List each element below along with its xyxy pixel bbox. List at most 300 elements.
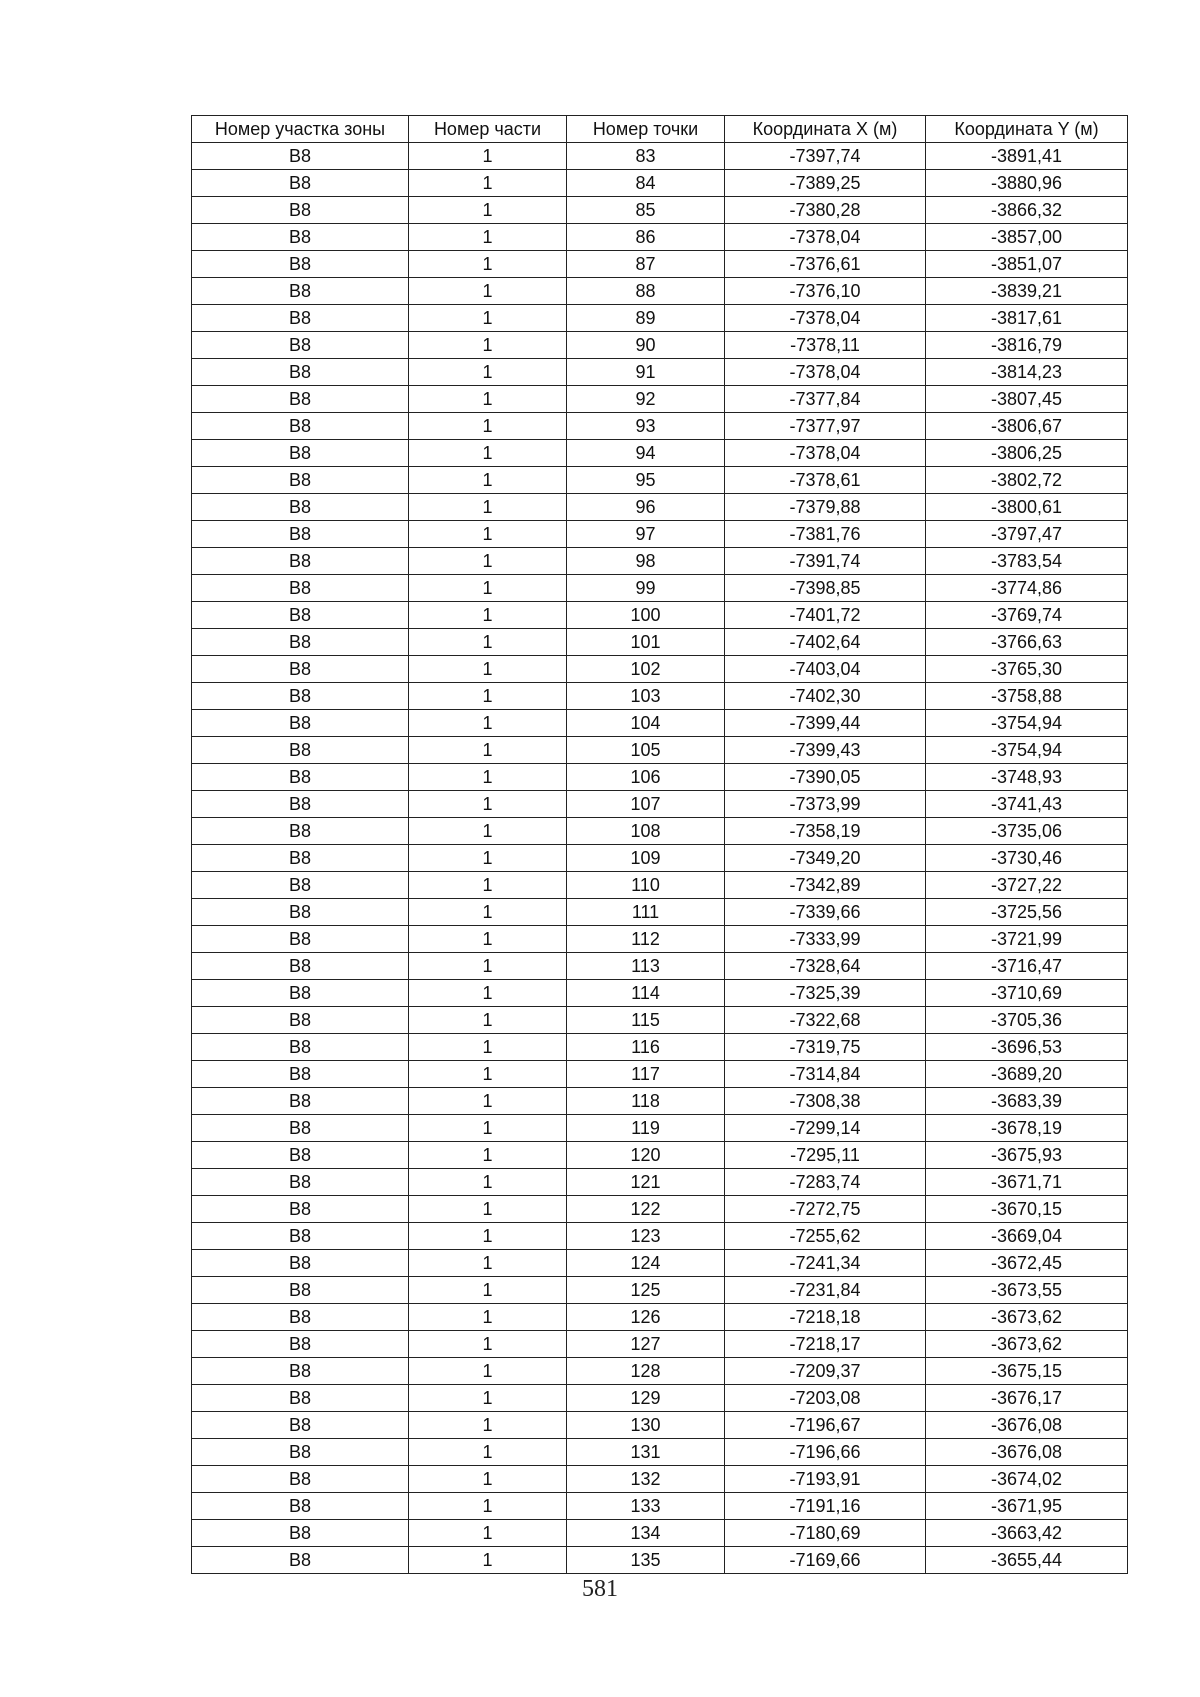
cell-coordinate-x: -7378,04 <box>725 224 926 251</box>
cell-coordinate-y: -3710,69 <box>926 980 1128 1007</box>
cell-coordinate-y: -3857,00 <box>926 224 1128 251</box>
table-row <box>192 1250 1128 1277</box>
cell-part-number: 1 <box>409 332 567 359</box>
table-row <box>192 926 1128 953</box>
table-row <box>192 1088 1128 1115</box>
cell-coordinate-x: -7381,76 <box>725 521 926 548</box>
cell-coordinate-x: -7322,68 <box>725 1007 926 1034</box>
cell-part-number: 1 <box>409 1061 567 1088</box>
cell-point-number: 101 <box>567 629 725 656</box>
cell-zone-section: В8 <box>192 521 409 548</box>
cell-part-number: 1 <box>409 953 567 980</box>
cell-zone-section: В8 <box>192 818 409 845</box>
table-row <box>192 251 1128 278</box>
coordinates-table <box>191 115 1128 1574</box>
cell-zone-section: В8 <box>192 1304 409 1331</box>
page-number: 581 <box>582 1576 618 1602</box>
cell-part-number: 1 <box>409 1142 567 1169</box>
cell-coordinate-x: -7193,91 <box>725 1466 926 1493</box>
cell-coordinate-y: -3730,46 <box>926 845 1128 872</box>
cell-part-number: 1 <box>409 1385 567 1412</box>
cell-point-number: 133 <box>567 1493 725 1520</box>
cell-zone-section: В8 <box>192 1115 409 1142</box>
cell-coordinate-y: -3675,15 <box>926 1358 1128 1385</box>
cell-point-number: 124 <box>567 1250 725 1277</box>
cell-part-number: 1 <box>409 197 567 224</box>
cell-coordinate-y: -3766,63 <box>926 629 1128 656</box>
cell-part-number: 1 <box>409 1520 567 1547</box>
cell-zone-section: В8 <box>192 737 409 764</box>
cell-coordinate-x: -7255,62 <box>725 1223 926 1250</box>
cell-zone-section: В8 <box>192 1439 409 1466</box>
cell-zone-section: В8 <box>192 548 409 575</box>
cell-point-number: 113 <box>567 953 725 980</box>
cell-part-number: 1 <box>409 278 567 305</box>
cell-part-number: 1 <box>409 1439 567 1466</box>
cell-part-number: 1 <box>409 899 567 926</box>
table-row <box>192 359 1128 386</box>
cell-part-number: 1 <box>409 170 567 197</box>
cell-coordinate-x: -7169,66 <box>725 1547 926 1574</box>
cell-zone-section: В8 <box>192 1466 409 1493</box>
cell-coordinate-x: -7191,16 <box>725 1493 926 1520</box>
table-row <box>192 710 1128 737</box>
cell-point-number: 97 <box>567 521 725 548</box>
cell-coordinate-y: -3735,06 <box>926 818 1128 845</box>
cell-zone-section: В8 <box>192 1196 409 1223</box>
cell-zone-section: В8 <box>192 1061 409 1088</box>
cell-point-number: 105 <box>567 737 725 764</box>
cell-part-number: 1 <box>409 980 567 1007</box>
cell-coordinate-y: -3676,08 <box>926 1439 1128 1466</box>
cell-part-number: 1 <box>409 1034 567 1061</box>
cell-zone-section: В8 <box>192 575 409 602</box>
cell-point-number: 100 <box>567 602 725 629</box>
cell-coordinate-y: -3689,20 <box>926 1061 1128 1088</box>
cell-point-number: 107 <box>567 791 725 818</box>
cell-zone-section: В8 <box>192 1520 409 1547</box>
cell-coordinate-y: -3705,36 <box>926 1007 1128 1034</box>
table-row <box>192 521 1128 548</box>
header-point-number: Номер точки <box>567 116 725 143</box>
cell-point-number: 103 <box>567 683 725 710</box>
cell-coordinate-y: -3774,86 <box>926 575 1128 602</box>
table-row <box>192 467 1128 494</box>
cell-part-number: 1 <box>409 926 567 953</box>
cell-point-number: 132 <box>567 1466 725 1493</box>
header-coordinate-y: Координата Y (м) <box>926 116 1128 143</box>
cell-point-number: 128 <box>567 1358 725 1385</box>
table-row <box>192 1331 1128 1358</box>
cell-point-number: 95 <box>567 467 725 494</box>
cell-coordinate-x: -7397,74 <box>725 143 926 170</box>
cell-coordinate-y: -3802,72 <box>926 467 1128 494</box>
cell-zone-section: В8 <box>192 1007 409 1034</box>
cell-part-number: 1 <box>409 1358 567 1385</box>
cell-point-number: 121 <box>567 1169 725 1196</box>
cell-part-number: 1 <box>409 521 567 548</box>
table-row <box>192 1439 1128 1466</box>
cell-zone-section: В8 <box>192 1169 409 1196</box>
header-row <box>192 116 1128 143</box>
cell-coordinate-y: -3725,56 <box>926 899 1128 926</box>
cell-coordinate-x: -7391,74 <box>725 548 926 575</box>
cell-coordinate-y: -3754,94 <box>926 737 1128 764</box>
cell-point-number: 99 <box>567 575 725 602</box>
cell-coordinate-y: -3673,55 <box>926 1277 1128 1304</box>
cell-point-number: 125 <box>567 1277 725 1304</box>
cell-coordinate-x: -7380,28 <box>725 197 926 224</box>
cell-coordinate-x: -7376,61 <box>725 251 926 278</box>
cell-coordinate-x: -7295,11 <box>725 1142 926 1169</box>
cell-part-number: 1 <box>409 305 567 332</box>
table-row <box>192 1142 1128 1169</box>
cell-point-number: 120 <box>567 1142 725 1169</box>
cell-zone-section: В8 <box>192 251 409 278</box>
header-coordinate-x: Координата X (м) <box>725 116 926 143</box>
cell-point-number: 109 <box>567 845 725 872</box>
cell-part-number: 1 <box>409 1304 567 1331</box>
table-row <box>192 899 1128 926</box>
cell-point-number: 104 <box>567 710 725 737</box>
cell-part-number: 1 <box>409 440 567 467</box>
cell-zone-section: В8 <box>192 1547 409 1574</box>
cell-coordinate-y: -3741,43 <box>926 791 1128 818</box>
table-row <box>192 1277 1128 1304</box>
cell-part-number: 1 <box>409 1223 567 1250</box>
cell-coordinate-x: -7389,25 <box>725 170 926 197</box>
cell-point-number: 93 <box>567 413 725 440</box>
cell-point-number: 84 <box>567 170 725 197</box>
cell-part-number: 1 <box>409 386 567 413</box>
cell-zone-section: В8 <box>192 1412 409 1439</box>
cell-coordinate-x: -7398,85 <box>725 575 926 602</box>
table-row <box>192 224 1128 251</box>
cell-coordinate-x: -7180,69 <box>725 1520 926 1547</box>
cell-zone-section: В8 <box>192 278 409 305</box>
table-row <box>192 953 1128 980</box>
cell-point-number: 94 <box>567 440 725 467</box>
table-row <box>192 1304 1128 1331</box>
cell-zone-section: В8 <box>192 1358 409 1385</box>
table-row <box>192 278 1128 305</box>
cell-zone-section: В8 <box>192 1142 409 1169</box>
table-row <box>192 764 1128 791</box>
cell-coordinate-x: -7402,30 <box>725 683 926 710</box>
cell-point-number: 116 <box>567 1034 725 1061</box>
cell-zone-section: В8 <box>192 143 409 170</box>
cell-zone-section: В8 <box>192 899 409 926</box>
table-row <box>192 1493 1128 1520</box>
cell-coordinate-x: -7231,84 <box>725 1277 926 1304</box>
cell-coordinate-y: -3663,42 <box>926 1520 1128 1547</box>
cell-coordinate-y: -3671,71 <box>926 1169 1128 1196</box>
cell-coordinate-x: -7196,66 <box>725 1439 926 1466</box>
cell-coordinate-y: -3673,62 <box>926 1304 1128 1331</box>
cell-coordinate-y: -3673,62 <box>926 1331 1128 1358</box>
cell-zone-section: В8 <box>192 1493 409 1520</box>
table-row <box>192 683 1128 710</box>
cell-coordinate-x: -7218,18 <box>725 1304 926 1331</box>
cell-part-number: 1 <box>409 359 567 386</box>
cell-zone-section: В8 <box>192 170 409 197</box>
cell-coordinate-x: -7218,17 <box>725 1331 926 1358</box>
table-row <box>192 1034 1128 1061</box>
table-row <box>192 143 1128 170</box>
cell-coordinate-y: -3765,30 <box>926 656 1128 683</box>
cell-zone-section: В8 <box>192 494 409 521</box>
cell-point-number: 106 <box>567 764 725 791</box>
cell-zone-section: В8 <box>192 1385 409 1412</box>
cell-point-number: 122 <box>567 1196 725 1223</box>
cell-coordinate-x: -7390,05 <box>725 764 926 791</box>
cell-coordinate-x: -7378,04 <box>725 359 926 386</box>
cell-coordinate-x: -7378,61 <box>725 467 926 494</box>
header-part-number: Номер части <box>409 116 567 143</box>
cell-zone-section: В8 <box>192 413 409 440</box>
cell-point-number: 88 <box>567 278 725 305</box>
cell-point-number: 111 <box>567 899 725 926</box>
cell-coordinate-y: -3676,17 <box>926 1385 1128 1412</box>
cell-coordinate-y: -3800,61 <box>926 494 1128 521</box>
cell-point-number: 91 <box>567 359 725 386</box>
cell-coordinate-x: -7399,44 <box>725 710 926 737</box>
cell-part-number: 1 <box>409 791 567 818</box>
cell-zone-section: В8 <box>192 602 409 629</box>
cell-coordinate-y: -3851,07 <box>926 251 1128 278</box>
cell-coordinate-y: -3683,39 <box>926 1088 1128 1115</box>
cell-coordinate-y: -3880,96 <box>926 170 1128 197</box>
table-row <box>192 629 1128 656</box>
cell-zone-section: В8 <box>192 1088 409 1115</box>
cell-point-number: 129 <box>567 1385 725 1412</box>
cell-zone-section: В8 <box>192 656 409 683</box>
cell-coordinate-y: -3696,53 <box>926 1034 1128 1061</box>
cell-coordinate-x: -7376,10 <box>725 278 926 305</box>
cell-coordinate-y: -3816,79 <box>926 332 1128 359</box>
table-row <box>192 305 1128 332</box>
table-row <box>192 494 1128 521</box>
cell-point-number: 112 <box>567 926 725 953</box>
table-row <box>192 1169 1128 1196</box>
cell-part-number: 1 <box>409 602 567 629</box>
cell-zone-section: В8 <box>192 386 409 413</box>
cell-coordinate-x: -7401,72 <box>725 602 926 629</box>
cell-part-number: 1 <box>409 764 567 791</box>
cell-coordinate-y: -3675,93 <box>926 1142 1128 1169</box>
cell-coordinate-x: -7196,67 <box>725 1412 926 1439</box>
cell-coordinate-x: -7283,74 <box>725 1169 926 1196</box>
table-row <box>192 413 1128 440</box>
cell-zone-section: В8 <box>192 1250 409 1277</box>
cell-zone-section: В8 <box>192 710 409 737</box>
cell-point-number: 89 <box>567 305 725 332</box>
table-row <box>192 791 1128 818</box>
cell-coordinate-y: -3754,94 <box>926 710 1128 737</box>
cell-point-number: 126 <box>567 1304 725 1331</box>
cell-coordinate-y: -3797,47 <box>926 521 1128 548</box>
table-row <box>192 1196 1128 1223</box>
table-row <box>192 1520 1128 1547</box>
table-body <box>192 143 1128 1574</box>
cell-coordinate-y: -3839,21 <box>926 278 1128 305</box>
cell-coordinate-x: -7377,84 <box>725 386 926 413</box>
table-row <box>192 980 1128 1007</box>
cell-coordinate-y: -3891,41 <box>926 143 1128 170</box>
cell-coordinate-x: -7349,20 <box>725 845 926 872</box>
cell-point-number: 108 <box>567 818 725 845</box>
cell-coordinate-x: -7209,37 <box>725 1358 926 1385</box>
table-row <box>192 1061 1128 1088</box>
cell-coordinate-x: -7319,75 <box>725 1034 926 1061</box>
table-row <box>192 818 1128 845</box>
cell-part-number: 1 <box>409 1412 567 1439</box>
cell-coordinate-x: -7403,04 <box>725 656 926 683</box>
table-row <box>192 1115 1128 1142</box>
cell-coordinate-x: -7333,99 <box>725 926 926 953</box>
cell-coordinate-x: -7358,19 <box>725 818 926 845</box>
cell-coordinate-y: -3769,74 <box>926 602 1128 629</box>
cell-part-number: 1 <box>409 494 567 521</box>
cell-part-number: 1 <box>409 1088 567 1115</box>
cell-coordinate-x: -7342,89 <box>725 872 926 899</box>
cell-coordinate-y: -3748,93 <box>926 764 1128 791</box>
cell-part-number: 1 <box>409 224 567 251</box>
table-header <box>192 116 1128 143</box>
table-row <box>192 872 1128 899</box>
cell-point-number: 134 <box>567 1520 725 1547</box>
cell-zone-section: В8 <box>192 1034 409 1061</box>
cell-point-number: 119 <box>567 1115 725 1142</box>
cell-coordinate-y: -3676,08 <box>926 1412 1128 1439</box>
cell-part-number: 1 <box>409 467 567 494</box>
cell-part-number: 1 <box>409 1466 567 1493</box>
cell-coordinate-x: -7272,75 <box>725 1196 926 1223</box>
cell-zone-section: В8 <box>192 872 409 899</box>
table-row <box>192 737 1128 764</box>
cell-point-number: 83 <box>567 143 725 170</box>
cell-coordinate-x: -7399,43 <box>725 737 926 764</box>
cell-coordinate-y: -3806,25 <box>926 440 1128 467</box>
cell-part-number: 1 <box>409 575 567 602</box>
cell-zone-section: В8 <box>192 1277 409 1304</box>
cell-zone-section: В8 <box>192 440 409 467</box>
table-row <box>192 1547 1128 1574</box>
cell-part-number: 1 <box>409 629 567 656</box>
cell-part-number: 1 <box>409 1493 567 1520</box>
cell-coordinate-y: -3674,02 <box>926 1466 1128 1493</box>
header-zone-section: Номер участка зоны <box>192 116 409 143</box>
cell-coordinate-y: -3671,95 <box>926 1493 1128 1520</box>
cell-part-number: 1 <box>409 1115 567 1142</box>
cell-coordinate-x: -7203,08 <box>725 1385 926 1412</box>
cell-point-number: 85 <box>567 197 725 224</box>
cell-point-number: 127 <box>567 1331 725 1358</box>
cell-point-number: 115 <box>567 1007 725 1034</box>
cell-zone-section: В8 <box>192 224 409 251</box>
cell-part-number: 1 <box>409 143 567 170</box>
cell-coordinate-x: -7328,64 <box>725 953 926 980</box>
cell-zone-section: В8 <box>192 926 409 953</box>
cell-coordinate-x: -7379,88 <box>725 494 926 521</box>
cell-zone-section: В8 <box>192 845 409 872</box>
cell-coordinate-y: -3670,15 <box>926 1196 1128 1223</box>
cell-coordinate-x: -7378,04 <box>725 440 926 467</box>
cell-point-number: 90 <box>567 332 725 359</box>
cell-zone-section: В8 <box>192 1331 409 1358</box>
table-row <box>192 1412 1128 1439</box>
cell-part-number: 1 <box>409 683 567 710</box>
cell-part-number: 1 <box>409 1169 567 1196</box>
cell-coordinate-x: -7373,99 <box>725 791 926 818</box>
cell-point-number: 86 <box>567 224 725 251</box>
cell-point-number: 117 <box>567 1061 725 1088</box>
table-row <box>192 1223 1128 1250</box>
cell-zone-section: В8 <box>192 683 409 710</box>
cell-part-number: 1 <box>409 818 567 845</box>
cell-coordinate-y: -3817,61 <box>926 305 1128 332</box>
cell-point-number: 114 <box>567 980 725 1007</box>
cell-coordinate-y: -3672,45 <box>926 1250 1128 1277</box>
table-row <box>192 656 1128 683</box>
table-row <box>192 1358 1128 1385</box>
cell-point-number: 92 <box>567 386 725 413</box>
cell-zone-section: В8 <box>192 764 409 791</box>
cell-coordinate-y: -3655,44 <box>926 1547 1128 1574</box>
table-row <box>192 197 1128 224</box>
cell-part-number: 1 <box>409 1331 567 1358</box>
cell-point-number: 118 <box>567 1088 725 1115</box>
cell-coordinate-y: -3716,47 <box>926 953 1128 980</box>
cell-zone-section: В8 <box>192 197 409 224</box>
table-row <box>192 575 1128 602</box>
table-row <box>192 170 1128 197</box>
cell-coordinate-x: -7378,11 <box>725 332 926 359</box>
cell-point-number: 131 <box>567 1439 725 1466</box>
cell-zone-section: В8 <box>192 467 409 494</box>
cell-coordinate-x: -7402,64 <box>725 629 926 656</box>
cell-zone-section: В8 <box>192 1223 409 1250</box>
cell-part-number: 1 <box>409 1250 567 1277</box>
cell-part-number: 1 <box>409 710 567 737</box>
cell-coordinate-x: -7314,84 <box>725 1061 926 1088</box>
cell-coordinate-y: -3678,19 <box>926 1115 1128 1142</box>
cell-coordinate-y: -3866,32 <box>926 197 1128 224</box>
cell-coordinate-y: -3807,45 <box>926 386 1128 413</box>
cell-coordinate-y: -3814,23 <box>926 359 1128 386</box>
cell-part-number: 1 <box>409 548 567 575</box>
table-row <box>192 386 1128 413</box>
cell-coordinate-x: -7378,04 <box>725 305 926 332</box>
cell-coordinate-x: -7308,38 <box>725 1088 926 1115</box>
cell-part-number: 1 <box>409 737 567 764</box>
cell-part-number: 1 <box>409 1547 567 1574</box>
table-row <box>192 1385 1128 1412</box>
cell-point-number: 135 <box>567 1547 725 1574</box>
cell-coordinate-y: -3806,67 <box>926 413 1128 440</box>
cell-coordinate-x: -7325,39 <box>725 980 926 1007</box>
cell-point-number: 96 <box>567 494 725 521</box>
cell-coordinate-x: -7339,66 <box>725 899 926 926</box>
cell-coordinate-y: -3783,54 <box>926 548 1128 575</box>
cell-coordinate-x: -7299,14 <box>725 1115 926 1142</box>
cell-part-number: 1 <box>409 1196 567 1223</box>
cell-coordinate-y: -3758,88 <box>926 683 1128 710</box>
table-row <box>192 1466 1128 1493</box>
cell-coordinate-x: -7241,34 <box>725 1250 926 1277</box>
cell-point-number: 130 <box>567 1412 725 1439</box>
cell-zone-section: В8 <box>192 791 409 818</box>
